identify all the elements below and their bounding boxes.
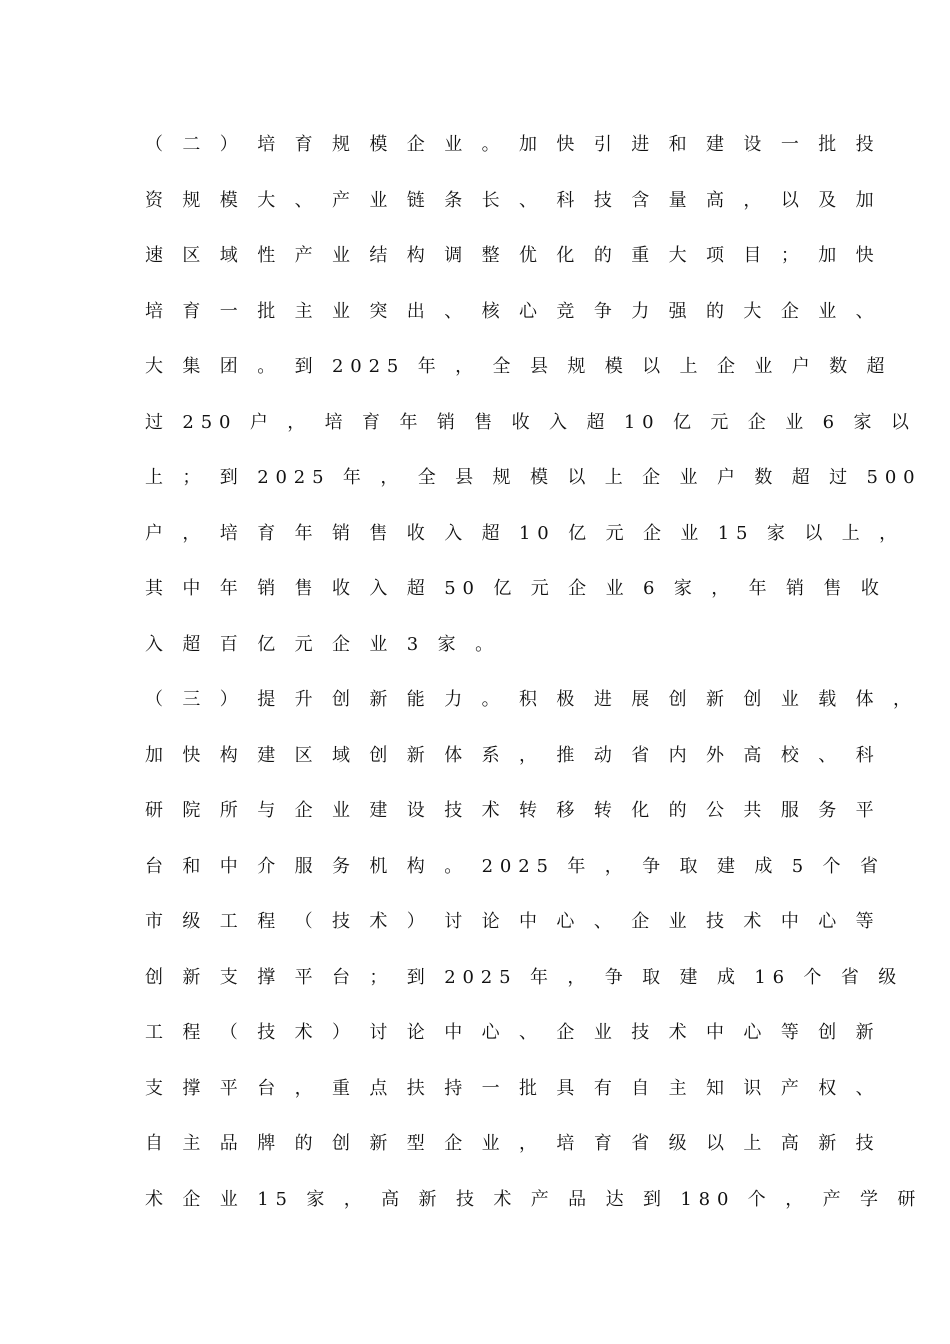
text-line: 台 和 中 介 服 务 机 构 。 2025 年 ， 争 取 建 成 5 个 省 [145,855,885,877]
text-line: 加 快 构 建 区 域 创 新 体 系 ， 推 动 省 内 外 高 校 、 科 [145,744,881,766]
text-line: 过 250 户 ， 培 育 年 销 售 收 入 超 10 亿 元 企 业 6 家 以 [145,411,916,433]
text-line: 资 规 模 大 、 产 业 链 条 长 、 科 技 含 量 高 ， 以 及 加 [145,189,881,211]
text-line: 其 中 年 销 售 收 入 超 50 亿 元 企 业 6 家 ， 年 销 售 收 [145,578,886,599]
text-line: 自 主 品 牌 的 创 新 型 企 业 ， 培 育 省 级 以 上 高 新 技 [145,1133,881,1154]
text-line: 支 撑 平 台 ， 重 点 扶 持 一 批 具 有 自 主 知 识 产 权 、 [145,1077,881,1099]
text-line: 上 ； 到 2025 年 ， 全 县 规 模 以 上 企 业 户 数 超 过 500 [145,467,922,488]
body-text [145,130,923,1240]
text-line: 创 新 支 撑 平 台 ； 到 2025 年 ， 争 取 建 成 16 个 省 级 [145,966,904,988]
text-line: 入 超 百 亿 元 企 业 3 家 。 [145,633,500,655]
text-line: 培 育 一 批 主 业 突 出 、 核 心 竞 争 力 强 的 大 企 业 、 [145,300,881,322]
text-line: （ 三 ） 提 升 创 新 能 力 。 积 极 进 展 创 新 创 业 载 体 ， [145,689,918,710]
text-line: 术 企 业 15 家 ， 高 新 技 术 产 品 达 到 180 个 ， 产 学 研 [145,1188,923,1210]
text-line: 大 集 团 。 到 2025 年 ， 全 县 规 模 以 上 企 业 户 数 超 [145,356,892,377]
text-line: 市 级 工 程 （ 技 术 ） 讨 论 中 心 、 企 业 技 术 中 心 等 [145,911,881,932]
text-line: （ 二 ） 培 育 规 模 企 业 。 加 快 引 进 和 建 设 一 批 投 [145,134,881,155]
text-line: 研 院 所 与 企 业 建 设 技 术 转 移 转 化 的 公 共 服 务 平 [145,800,881,821]
text-line: 速 区 域 性 产 业 结 构 调 整 优 化 的 重 大 项 目 ； 加 快 [145,245,881,266]
text-line: 户 ， 培 育 年 销 售 收 入 超 10 亿 元 企 业 15 家 以 上 ， [145,522,904,544]
text-line: 工 程 （ 技 术 ） 讨 论 中 心 、 企 业 技 术 中 心 等 创 新 [145,1022,881,1043]
